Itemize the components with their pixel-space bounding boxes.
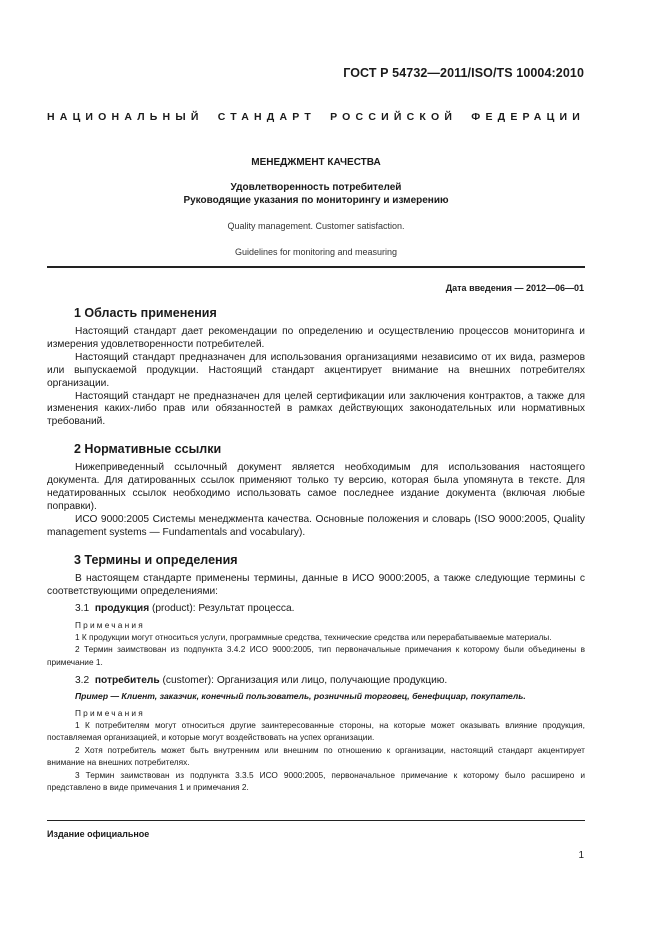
note: 3 Термин заимствован из подпункта 3.3.5 ИСО 9000:2005, первоначальное примечание к которому было расширено и представлено в виде примечания 1 и примечания 2. bbox=[47, 769, 585, 793]
edition-label: Издание официальное bbox=[47, 829, 150, 839]
section-heading: 1 Область применения bbox=[74, 306, 217, 320]
term-word: потребитель bbox=[94, 675, 160, 686]
paragraph: Настоящий стандарт предназначен для использования организациями независимо от их вида, размеров или выпускаемой продукции. Настоящий стандарт акцентирует внимание на внешних потребителях организации. bbox=[47, 351, 585, 389]
section-terms bbox=[47, 553, 585, 794]
main-content bbox=[47, 306, 585, 794]
introduction-date: Дата введения — 2012—06—01 bbox=[445, 283, 584, 293]
document-code: ГОСТ Р 54732—2011/ISO/TS 10004:2010 bbox=[343, 66, 584, 80]
page-number: 1 bbox=[578, 850, 584, 861]
banner-word: ФЕДЕРАЦИИ bbox=[471, 111, 585, 123]
term-number: 3.1 bbox=[75, 602, 90, 614]
note: 2 Хотя потребитель может быть внутренним или внешним по отношению к организации, настоящий стандарт акцентирует внимание на внешних потребителях. bbox=[47, 744, 585, 768]
banner-word: НАЦИОНАЛЬНЫЙ bbox=[47, 111, 204, 123]
section-normative-references bbox=[47, 442, 585, 539]
term-product bbox=[75, 602, 585, 615]
section-scope bbox=[47, 306, 585, 429]
term-definition: (customer): Организация или лицо, получающие продукцию. bbox=[159, 675, 448, 686]
title-main: МЕНЕДЖМЕНТ КАЧЕСТВА bbox=[251, 157, 381, 168]
paragraph: Настоящий стандарт не предназначен для целей сертификации или заключения контрактов, а также для изменения каких-либо прав или обязанностей в рамках действующих законодательных или нормативных требований. bbox=[47, 390, 585, 428]
footer-divider bbox=[47, 820, 585, 821]
paragraph: Настоящий стандарт дает рекомендации по определению и осуществлению процессов мониторинга и измерения удовлетворенности потребителей. bbox=[47, 326, 585, 350]
notes-label: Примечания bbox=[75, 707, 145, 718]
note: 1 К продукции могут относиться услуги, программные средства, технические средства или перерабатываемые материалы. bbox=[75, 631, 552, 642]
term-word: продукция bbox=[94, 602, 150, 614]
title-sub-1: Удовлетворенность потребителей bbox=[230, 182, 402, 193]
title-english-1: Quality management. Customer satisfaction. bbox=[227, 221, 405, 231]
paragraph: Нижеприведенный ссылочный документ является необходимым для использования настоящего документа. Для датированных ссылок применяют только ту версию, которая была упомянута в тексте. Для недатированных ссылок необходимо использовать самое последнее издание документа (включая любые поправки). bbox=[47, 462, 585, 512]
title-divider bbox=[47, 266, 585, 268]
note: 2 Термин заимствован из подпункта 3.4.2 ИСО 9000:2005, тип первоначальные примечания к которому были объединены в примечание 1. bbox=[47, 644, 585, 667]
paragraph: В настоящем стандарте применены термины, данные в ИСО 9000:2005, а также следующие термины с соответствующими определениями: bbox=[47, 572, 585, 597]
example: Пример — Клиент, заказчик, конечный пользователь, розничный торговец, бенефициар, покупатель. bbox=[75, 691, 526, 701]
section-heading: 3 Термины и определения bbox=[74, 552, 238, 567]
term-number: 3.2 bbox=[75, 675, 90, 686]
title-sub-2: Руководящие указания по мониторингу и измерению bbox=[183, 195, 449, 206]
note: 1 К потребителям могут относиться другие заинтересованные стороны, на которые может оказывать влияние продукция, поставляемая организацией, и которые могут воздействовать на успех организации. bbox=[47, 719, 585, 743]
title-block bbox=[47, 157, 585, 259]
term-definition: (product): Результат процесса. bbox=[149, 602, 295, 614]
paragraph: ИСО 9000:2005 Системы менеджмента качества. Основные положения и словарь (ISO 9000:2005, Quality management systems — Fundamentals and vocabulary). bbox=[47, 513, 585, 538]
title-english-2: Guidelines for monitoring and measuring bbox=[234, 247, 398, 257]
national-standard-banner bbox=[47, 111, 585, 123]
notes-label: Примечания bbox=[75, 619, 145, 630]
banner-word: СТАНДАРТ bbox=[217, 111, 316, 123]
term-customer bbox=[75, 674, 585, 687]
section-heading: 2 Нормативные ссылки bbox=[74, 442, 222, 457]
banner-word: РОССИЙСКОЙ bbox=[330, 111, 458, 123]
